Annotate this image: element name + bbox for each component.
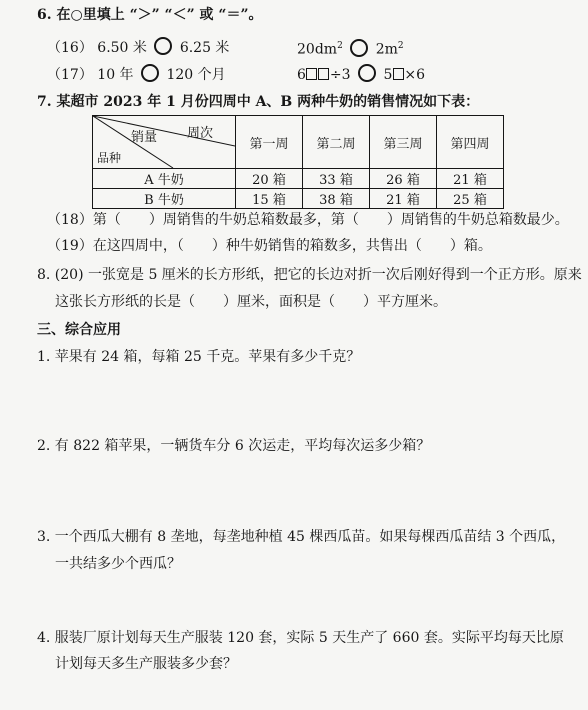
table-cell: 25 箱 [437,189,504,209]
blank-box[interactable] [318,68,329,80]
section-3-title: 三、综合应用 [37,322,121,338]
table-row [93,189,504,209]
column-header: 第一周 [236,116,303,169]
question-16b-left: 20dm [297,41,338,58]
corner-label-week: 周次 [186,126,213,141]
blank-box[interactable] [306,68,317,80]
question-6-title: 6. 在○里填上 “＞” “＜” 或 “＝”。 [37,7,263,23]
column-header: 第四周 [437,116,504,169]
table-corner-cell [93,116,236,169]
row-label: B 牛奶 [93,189,236,209]
blank-box[interactable] [393,68,404,80]
question-16-number: （16） [47,40,93,56]
problem-3-line1: 3. 一个西瓜大棚有 8 垄地，每垄地种植 45 棵西瓜苗。如果每棵西瓜苗结 3 个西瓜， [37,529,566,545]
problem-4-line1: 4. 服装厂原计划每天生产服装 120 套，实际 5 天生产了 660 套。实际平均每天比原 [37,630,564,646]
question-8-line1: 8. (20) 一张宽是 5 厘米的长方形纸，把它的长边对折一次后刚好得到一个正方形。原来 [37,267,582,283]
corner-label-type: 品种 [97,151,122,165]
question-17-left: 10 年 [97,67,134,83]
question-17-number: （17） [47,67,93,83]
question-17 [47,64,226,84]
table-cell: 15 箱 [236,189,303,209]
row-label: A 牛奶 [93,169,236,189]
question-17-right: 120 个月 [166,67,226,83]
table-cell: 26 箱 [370,169,437,189]
column-header: 第二周 [303,116,370,169]
question-19: （19）在这四周中，（ ）种牛奶销售的箱数多，共售出（ ）箱。 [47,238,492,254]
table-header-row [93,116,504,169]
corner-label-sales: 销量 [131,130,158,145]
question-8-line2: 这张长方形纸的长是（ ）厘米，面积是（ ）平方厘米。 [55,294,447,310]
question-16b [297,37,404,59]
table-cell: 33 箱 [303,169,370,189]
table-cell: 21 箱 [370,189,437,209]
question-17b-right-op: ×6 [404,67,426,83]
compare-circle[interactable] [350,39,368,57]
compare-circle[interactable] [141,64,159,82]
question-17b-left-digit: 6 [297,67,306,83]
compare-circle[interactable] [358,64,376,82]
question-17b-left-op: ÷3 [329,67,351,83]
question-16-right: 6.25 米 [179,40,230,56]
question-16b-right: 2m [375,41,398,58]
problem-2: 2. 有 822 箱苹果，一辆货车分 6 次运走，平均每次运多少箱？ [37,438,431,454]
question-16b-right-sup: 2 [397,41,404,51]
table-cell: 21 箱 [437,169,504,189]
compare-circle[interactable] [154,37,172,55]
question-16-left: 6.50 米 [97,40,147,56]
column-header: 第三周 [370,116,437,169]
problem-3-line2: 一共结多少个西瓜？ [55,556,181,572]
problem-1: 1. 苹果有 24 箱，每箱 25 千克。苹果有多少千克？ [37,349,361,365]
question-18: （18）第（ ）周销售的牛奶总箱数最多，第（ ）周销售的牛奶总箱数最少。 [47,212,569,228]
question-17b-right-digit: 5 [383,67,393,83]
question-17b [297,64,425,84]
problem-4-line2: 计划每天多生产服装多少套？ [55,656,237,672]
table-cell: 38 箱 [303,189,370,209]
sales-table [92,115,504,209]
question-7-title: 7. 某超市 2023 年 1 月份四周中 A、B 两种牛奶的销售情况如下表： [37,94,480,110]
question-16 [47,37,229,57]
question-16b-left-sup: 2 [337,41,343,51]
table-cell: 20 箱 [236,169,303,189]
table-row [93,169,504,189]
